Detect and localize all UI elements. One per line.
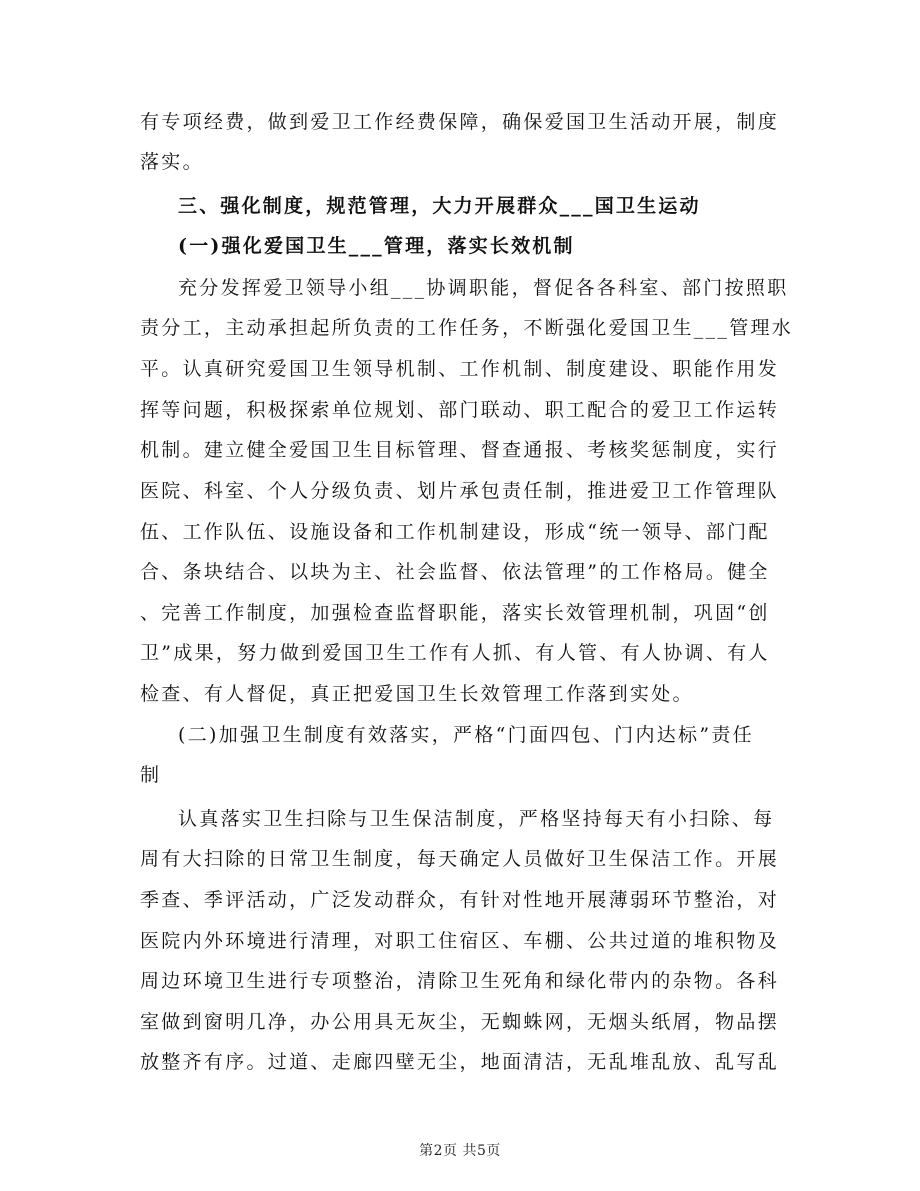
body-text-line: 制 (140, 764, 162, 786)
section-heading: 三、强化制度，规范管理，大力开展群众___国卫生运动 (178, 195, 701, 217)
body-text-line: 合、条块结合、以块为主、社会监督、依法管理”的工作格局。健全 (140, 561, 770, 583)
body-text-line: 周边环境卫生进行专项整治，清除卫生死角和绿化带内的杂物。各科 (140, 970, 780, 992)
page-number: 第2页 共5页 (419, 1143, 501, 1159)
subsection-heading: (二)加强卫生制度有效落实，严格“门面四包、门内达标”责任 (178, 724, 754, 746)
body-text-line: 室做到窗明几净，办公用具无灰尘，无蜘蛛网，无烟头纸屑，物品摆 (140, 1011, 780, 1033)
subsection-heading: (一)强化爱国卫生___管理，落实长效机制 (178, 235, 575, 257)
body-text-line: 卫”成果，努力做到爱国卫生工作有人抓、有人管、有人协调、有人 (140, 642, 770, 664)
body-text-line: 伍、工作队伍、设施设备和工作机制建设，形成“统一领导、部门配 (140, 521, 770, 543)
body-text-line: 充分发挥爱卫领导小组___协调职能，督促各各科室、部门按照职 (178, 277, 789, 299)
body-text-line: 周有大扫除的日常卫生制度，每天确定人员做好卫生保洁工作。开展 (140, 848, 780, 870)
body-text-line: 医院、科室、个人分级负责、划片承包责任制，推进爱卫工作管理队 (140, 480, 780, 502)
body-text-line: 、完善工作制度，加强检查监督职能，落实长效管理机制，巩固“创 (140, 602, 770, 624)
body-text-line: 机制。建立健全爱国卫生目标管理、督查通报、考核奖惩制度，实行 (140, 439, 780, 461)
body-text-line: 认真落实卫生扫除与卫生保洁制度，严格坚持每天有小扫除、每 (178, 808, 775, 830)
body-text-line: 有专项经费，做到爱卫工作经费保障，确保爱国卫生活动开展，制度 (140, 111, 780, 133)
body-text-line: 落实。 (140, 151, 204, 173)
body-text-line: 责分工，主动承担起所负责的工作任务，不断强化爱国卫生___管理水 (140, 317, 794, 339)
body-text-line: 检查、有人督促，真正把爱国卫生长效管理工作落到实处。 (140, 683, 694, 705)
body-text-line: 平。认真研究爱国卫生领导机制、工作机制、制度建设、职能作用发 (140, 358, 780, 380)
body-text-line: 医院内外环境进行清理，对职工住宿区、车棚、公共过道的堆积物及 (140, 930, 780, 952)
body-text-line: 季查、季评活动，广泛发动群众，有针对性地开展薄弱环节整治，对 (140, 889, 780, 911)
body-text-line: 放整齐有序。过道、走廊四壁无尘，地面清洁，无乱堆乱放、乱写乱 (140, 1051, 780, 1073)
body-text-line: 挥等问题，积极探索单位规划、部门联动、职工配合的爱卫工作运转 (140, 399, 780, 421)
